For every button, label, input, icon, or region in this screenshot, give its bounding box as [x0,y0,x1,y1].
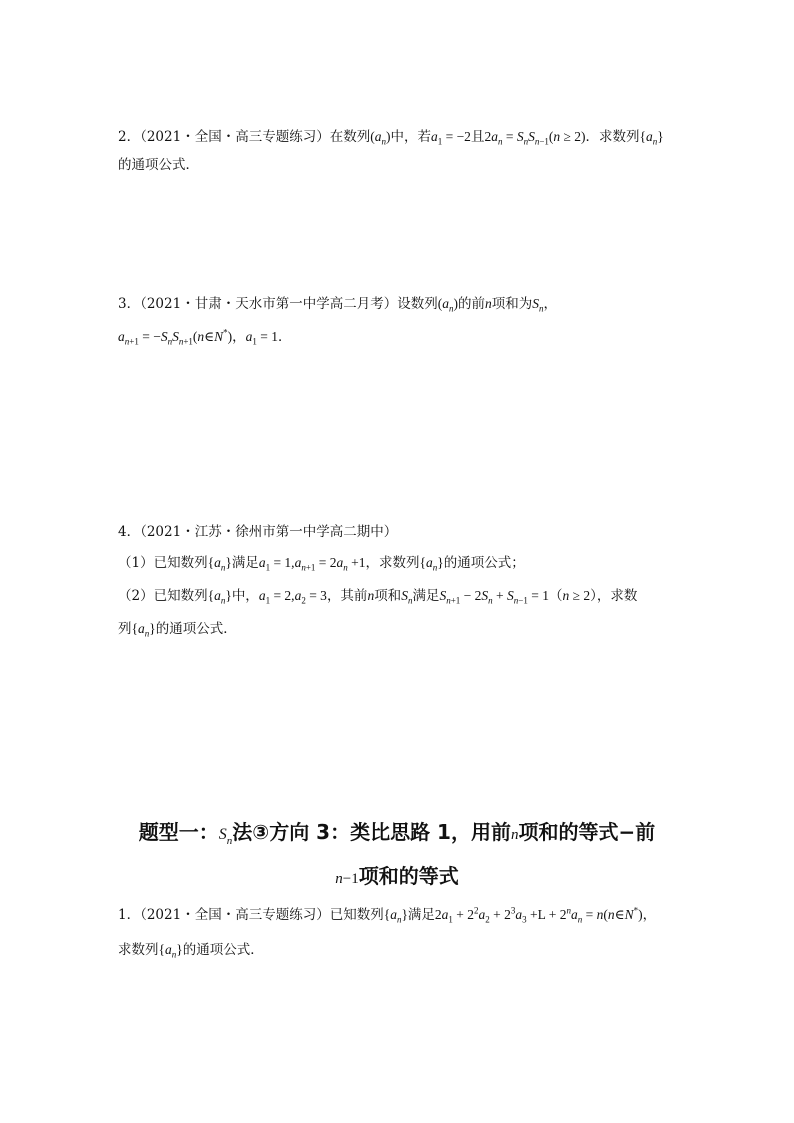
question-1-line-2: 求数列$\{a_n\}$的通项公式． [118,942,264,960]
question-3-line-1: 3．（2021・甘肃・天水市第一中学高二月考）设数列$(a_n)$的前n项和为$S_n$， [118,296,557,314]
question-2-line-1: 2．（2021・全国・高三专题练习）在数列$(a_n)$中，若$a_1 = -2$且$2a_n = S_nS_{n-1}(n \ge 2)$．求数列$\{a_n\}$ [118,129,664,147]
question-4-line-3: 列$\{a_n\}$的通项公式． [118,621,237,639]
question-3-line-2: $a_{n+1}$ = $-S_nS_{n+1}(n\in N^*)$，$a_1 = 1$． [118,327,292,347]
section-heading-line-1: 题型一：$S_n$法③方向 3：类比思路 1，用前n项和的等式−前 [138,820,656,847]
question-4-part-2: （2）已知数列$\{a_n\}$中，$a_1 = 2,a_2 = 3$，其前n项和$S_n$满足$S_{n+1} - 2S_n + S_{n-1} = 1(n \ge 2)$，求数 [118,588,638,606]
question-4-part-1: （1）已知数列$\{a_n\}$满足$a_1 = 1,a_{n+1} = 2a_n +1$，求数列$\{a_n\}$的通项公式； [118,555,525,573]
q3-prefix: 3．（2021・甘肃・天水市第一中学高二月考）设数列 [118,296,438,312]
question-2-line-2: 的通项公式． [118,157,199,173]
q1-prefix: 1．（2021・全国・高三专题练习）已知数列 [118,907,384,923]
section-heading-line-2: n−1项和的等式 [335,864,459,888]
question-4-source: 4．（2021・江苏・徐州市第一中学高二期中） [118,524,398,540]
question-1-line-1: 1．（2021・全国・高三专题练习）已知数列$\{a_n\}$满足$2a_1 + 2^2a_2 + 2^3a_3 +L + 2^na_n$ = n(n∈N*)， [118,905,657,925]
q2-prefix: 2．（2021・全国・高三专题练习）在数列 [118,129,371,145]
